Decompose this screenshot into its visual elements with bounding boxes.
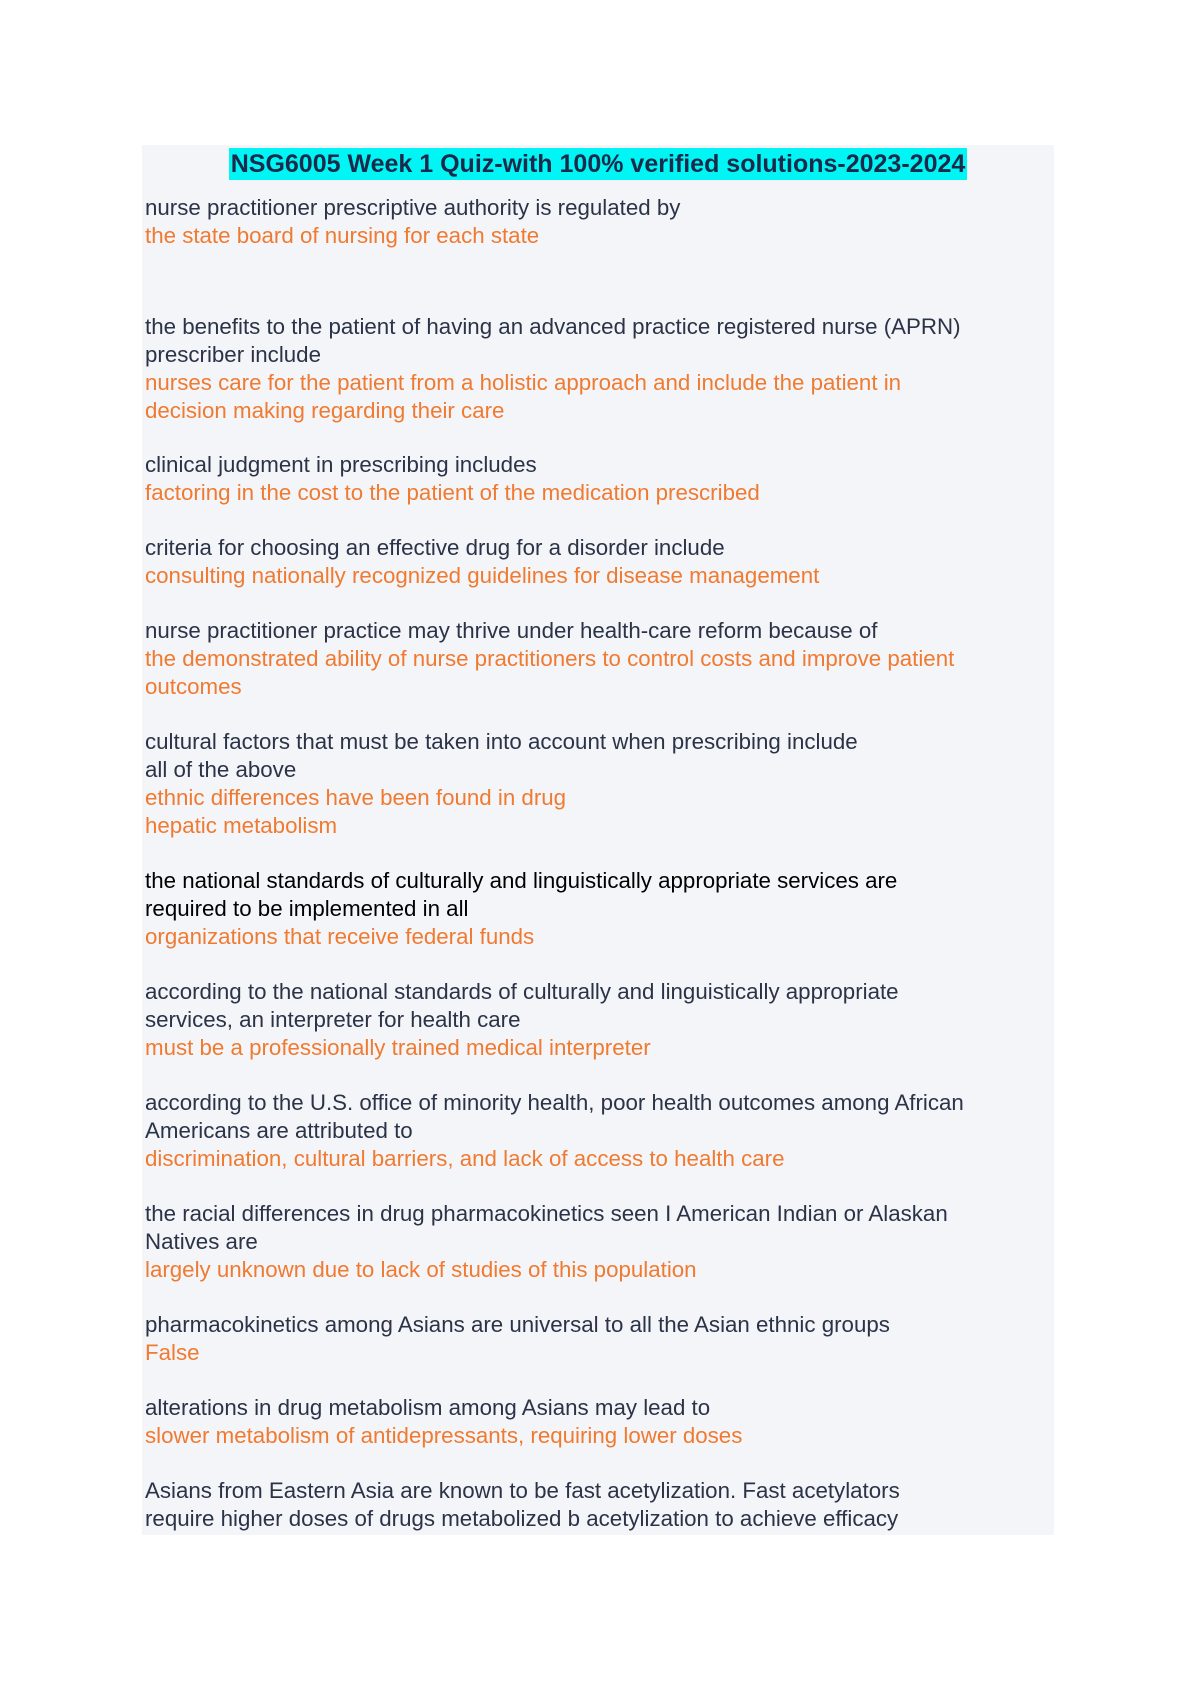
qa-item: [145, 617, 1045, 701]
answer-line: slower metabolism of antidepressants, requiring lower doses: [145, 1423, 743, 1448]
answer-line: the demonstrated ability of nurse practitioners to control costs and improve patient: [145, 646, 955, 671]
answer-line: nurses care for the patient from a holistic approach and include the patient in: [145, 370, 902, 395]
answer-line: factoring in the cost to the patient of the medication prescribed: [145, 480, 760, 505]
question-line: pharmacokinetics among Asians are universal to all the Asian ethnic groups: [145, 1312, 890, 1337]
answer-line: ethnic differences have been found in drug: [145, 785, 567, 810]
answer-line: outcomes: [145, 674, 242, 699]
question-line: alterations in drug metabolism among Asians may lead to: [145, 1395, 711, 1420]
qa-item: [145, 1394, 1045, 1450]
qa-item: [145, 534, 1045, 590]
question-line: Natives are: [145, 1229, 258, 1254]
question-line: the national standards of culturally and linguistically appropriate services are: [145, 868, 898, 893]
document-title: NSG6005 Week 1 Quiz-with 100% verified solutions-2023-2024: [230, 150, 966, 178]
qa-item: [145, 1200, 1045, 1284]
answer-line: False: [145, 1340, 200, 1365]
qa-item: [145, 194, 1045, 250]
question-line: cultural factors that must be taken into account when prescribing include: [145, 729, 858, 754]
question-line: prescriber include: [145, 342, 321, 367]
answer-line: hepatic metabolism: [145, 813, 338, 838]
answer-line: organizations that receive federal funds: [145, 924, 535, 949]
question-line: according to the U.S. office of minority health, poor health outcomes among African: [145, 1090, 964, 1115]
qa-item: [145, 1311, 1045, 1367]
question-line: Americans are attributed to: [145, 1118, 413, 1143]
qa-item: [145, 867, 1045, 951]
qa-item: [145, 313, 1045, 425]
qa-item: [145, 728, 1045, 840]
answer-line: decision making regarding their care: [145, 398, 505, 423]
qa-item: [145, 1089, 1045, 1173]
answer-line: consulting nationally recognized guidelines for disease management: [145, 563, 820, 588]
qa-item: [145, 451, 1045, 507]
answer-line: discrimination, cultural barriers, and lack of access to health care: [145, 1146, 785, 1171]
question-line: the benefits to the patient of having an advanced practice registered nurse (APRN): [145, 314, 961, 339]
question-line: according to the national standards of culturally and linguistically appropriate: [145, 979, 899, 1004]
question-line: services, an interpreter for health care: [145, 1007, 521, 1032]
question-line: nurse practitioner practice may thrive under health-care reform because of: [145, 618, 878, 643]
question-line: Asians from Eastern Asia are known to be fast acetylization. Fast acetylators: [145, 1478, 900, 1503]
qa-item: [145, 1477, 1045, 1533]
question-line: require higher doses of drugs metabolized b acetylization to achieve efficacy: [145, 1506, 899, 1531]
question-line: required to be implemented in all: [145, 896, 469, 921]
question-line: clinical judgment in prescribing includes: [145, 452, 537, 477]
question-line: all of the above: [145, 757, 297, 782]
question-line: criteria for choosing an effective drug for a disorder include: [145, 535, 725, 560]
qa-item: [145, 978, 1045, 1062]
answer-line: must be a professionally trained medical interpreter: [145, 1035, 651, 1060]
question-line: the racial differences in drug pharmacokinetics seen I American Indian or Alaskan: [145, 1201, 948, 1226]
question-line: nurse practitioner prescriptive authority is regulated by: [145, 195, 681, 220]
document-page: [142, 145, 1054, 1535]
title-container: [142, 145, 1054, 180]
answer-line: the state board of nursing for each state: [145, 223, 540, 248]
answer-line: largely unknown due to lack of studies of this population: [145, 1257, 697, 1282]
